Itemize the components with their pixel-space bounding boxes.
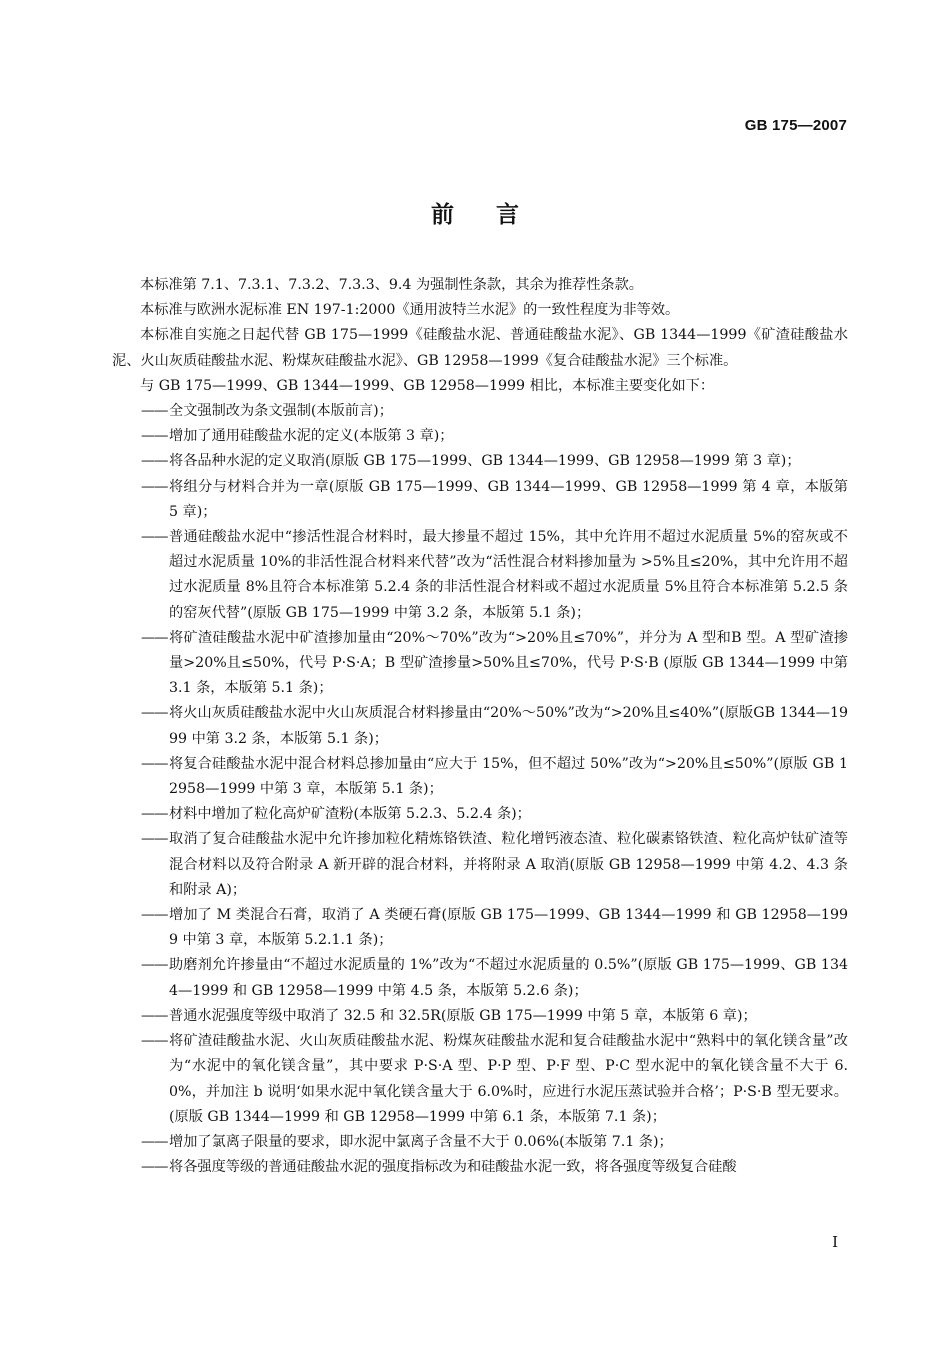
list-item-text: 将组分与材料合并为一章(原版 GB 175—1999、GB 1344—1999、GB 12958—1999 第 4 章，本版第 5 章)； [169, 478, 848, 520]
dash-marker: —— [141, 629, 168, 646]
list-item-text: 增加了 M 类混合石膏，取消了 A 类硬石膏(原版 GB 175—1999、GB 1344—1999 和 GB 12958—1999 中第 3 章，本版第 5.2.1.1 条)； [169, 907, 848, 949]
dash-marker: —— [141, 529, 168, 546]
list-item-text: 取消了复合硅酸盐水泥中允许掺加粒化精炼铬铁渣、粒化增钙液态渣、粒化碳素铬铁渣、粒化高炉钛矿渣等混合材料以及符合附录 A 新开辟的混合材料，并将附录 A 取消(原版 GB 12958—1999 中第 4.2、4.3 条和附录 A)； [169, 831, 848, 898]
dash-marker: —— [141, 1033, 168, 1050]
list-item-text: 普通硅酸盐水泥中“掺活性混合材料时，最大掺量不超过 15%，其中允许用不超过水泥质量 5%的窑灰或不超过水泥质量 10%的非活性混合材料来代替”改为“活性混合材料掺加量为 >5%且≤20%，其中允许用不超过水泥质量 8%且符合本标准第 5.2.4 条的非活性混合材料或不超过水泥质量 5%且符合本标准第 5.2.5 条的窑灰代替”(原版 GB 175—1999 中第 3.2 条，本版第 5.1 条)； [169, 529, 848, 621]
list-item-text: 助磨剂允许掺量由“不超过水泥质量的 1%”改为“不超过水泥质量的 0.5%”(原版 GB 175—1999、GB 1344—1999 和 GB 12958—1999 中第 4.5 条，本版第 5.2.6 条)； [169, 957, 848, 999]
list-item-text: 增加了氯离子限量的要求，即水泥中氯离子含量不大于 0.06%(本版第 7.1 条)； [169, 1133, 673, 1150]
list-item [112, 903, 848, 953]
dash-marker: —— [141, 428, 168, 445]
list-item [112, 1029, 848, 1130]
list-item [112, 1004, 848, 1029]
list-item-text: 材料中增加了粒化高炉矿渣粉(本版第 5.2.3、5.2.4 条)； [169, 806, 531, 823]
list-item [112, 701, 848, 751]
list-item [112, 449, 848, 474]
list-item-text: 普通水泥强度等级中取消了 32.5 和 32.5R(原版 GB 175—1999 中第 5 章，本版第 6 章)； [169, 1007, 757, 1024]
list-item [112, 1155, 848, 1180]
dash-marker: —— [141, 1159, 168, 1176]
document-body [112, 273, 848, 1180]
paragraph-main-changes: 与 GB 175—1999、GB 1344—1999、GB 12958—1999 相比，本标准主要变化如下： [140, 377, 715, 394]
list-item-text: 将矿渣硅酸盐水泥、火山灰质硅酸盐水泥、粉煤灰硅酸盐水泥和复合硅酸盐水泥中“熟料中的氧化镁含量”改为“水泥中的氧化镁含量”，其中要求 P·S·A 型、P·P 型、P·F 型、P·C 型水泥中的氧化镁含量不大于 6.0%，并加注 b 说明‘如果水泥中氧化镁含量大于 6.0%时，应进行水泥压蒸试验并合格’；P·S·B 型无要求。(原版 GB 1344—1999 和 GB 12958—1999 中第 6.1 条，本版第 7.1 条)； [169, 1033, 848, 1125]
list-item [112, 752, 848, 802]
paragraph-mandatory-clauses: 本标准第 7.1、7.3.1、7.3.2、7.3.3、9.4 为强制性条款，其余为推荐性条款。 [140, 277, 643, 293]
list-item [112, 525, 848, 626]
list-item-text: 将矿渣硅酸盐水泥中矿渣掺加量由“20%～70%”改为“>20%且≤70%”，并分为 A 型和B 型。A 型矿渣掺量>20%且≤50%，代号 P·S·A；B 型矿渣掺量>50%且≤70%，代号 P·S·B (原版 GB 1344—1999 中第 3.1 条，本版第 5.1 条)； [169, 629, 848, 697]
list-item [112, 399, 848, 424]
paragraph-consistency: 本标准与欧洲水泥标准 EN 197-1:2000《通用波特兰水泥》的一致性程度为非等效。 [140, 302, 680, 319]
list-item [112, 1130, 848, 1155]
list-item [112, 953, 848, 1003]
list-item [112, 827, 848, 903]
dash-marker: —— [141, 755, 168, 772]
list-item [112, 475, 848, 525]
list-item-text: 将复合硅酸盐水泥中混合材料总掺加量由“应大于 15%，但不超过 50%”改为“>20%且≤50%”(原版 GB 12958—1999 中第 3 章，本版第 5.1 条)； [169, 755, 848, 798]
dash-marker: —— [141, 907, 168, 924]
list-item-text: 全文强制改为条文强制(本版前言)； [169, 403, 393, 420]
list-item [112, 424, 848, 449]
dash-marker: —— [141, 1133, 168, 1150]
dash-marker: —— [141, 1007, 168, 1024]
dash-marker: —— [141, 453, 168, 470]
dash-marker: —— [141, 831, 168, 848]
dash-marker: —— [141, 806, 168, 823]
dash-marker: —— [141, 403, 168, 420]
paragraph-replaces: 本标准自实施之日起代替 GB 175—1999《硅酸盐水泥、普通硅酸盐水泥》、GB 1344—1999《矿渣硅酸盐水泥、火山灰质硅酸盐水泥、粉煤灰硅酸盐水泥》、GB 12958—1999《复合硅酸盐水泥》三个标准。 [112, 327, 848, 369]
dash-marker: —— [141, 957, 168, 974]
list-item [112, 626, 848, 702]
list-item-text: 将火山灰质硅酸盐水泥中火山灰质混合材料掺量由“20%～50%”改为“>20%且≤40%”(原版GB 1344—1999 中第 3.2 条，本版第 5.1 条)； [169, 705, 848, 747]
list-item [112, 802, 848, 827]
page-number: I [832, 1233, 838, 1251]
page-title: 前言 [431, 202, 561, 228]
standard-code: GB 175—2007 [744, 117, 847, 134]
list-item-text: 增加了通用硅酸盐水泥的定义(本版第 3 章)； [169, 428, 454, 445]
list-item-text: 将各强度等级的普通硅酸盐水泥的强度指标改为和硅酸盐水泥一致，将各强度等级复合硅酸 [169, 1159, 737, 1176]
dash-marker: —— [141, 705, 168, 722]
dash-marker: —— [141, 478, 168, 495]
list-item-text: 将各品种水泥的定义取消(原版 GB 175—1999、GB 1344—1999、GB 12958—1999 第 3 章)； [169, 453, 801, 470]
